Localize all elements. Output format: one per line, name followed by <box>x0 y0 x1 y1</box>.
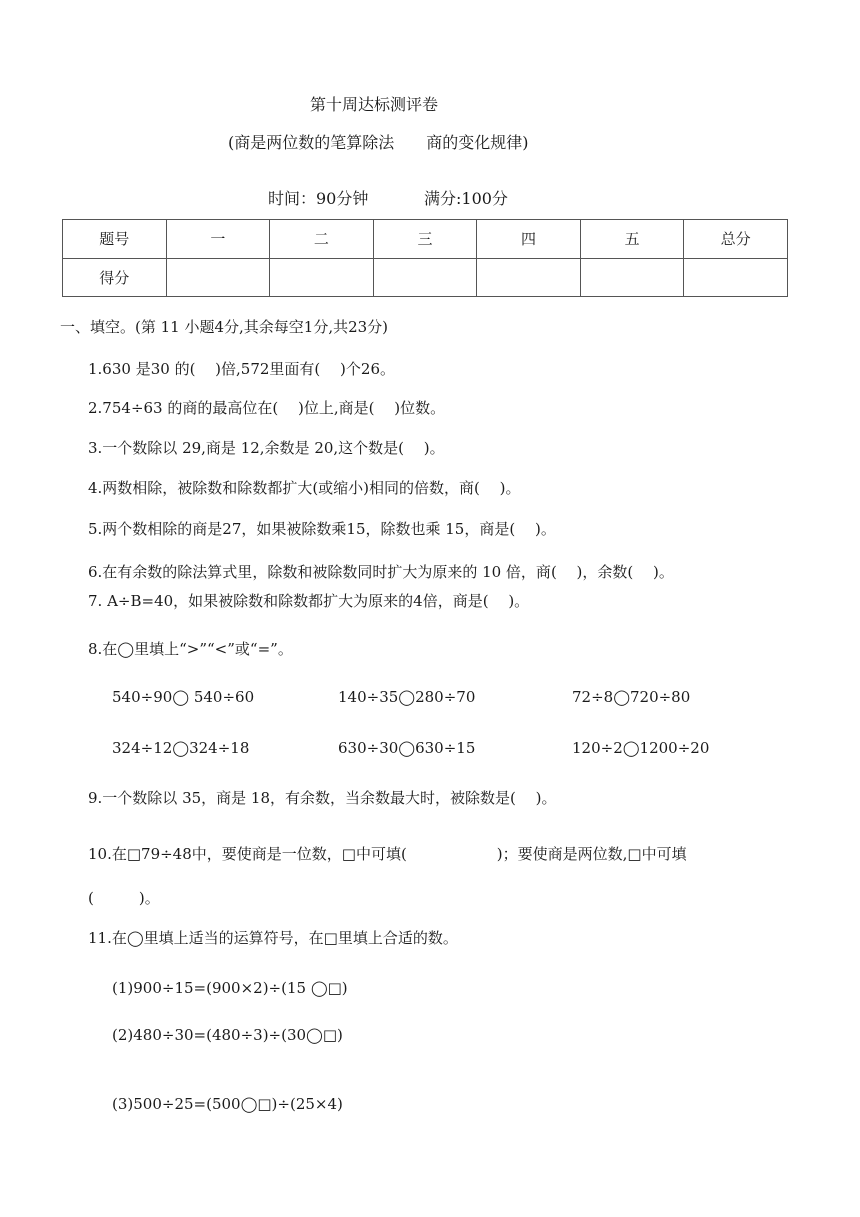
fill-item: (2)480÷30=(480÷3)÷(30◯□) <box>112 1026 343 1044</box>
fill-item: (1)900÷15=(900×2)÷(15 ◯□) <box>112 979 348 997</box>
compare-item: 540÷90◯ 540÷60 <box>112 688 255 706</box>
fill-item: (3)500÷25=(500◯□)÷(25×4) <box>112 1095 343 1113</box>
compare-item: 140÷35◯280÷70 <box>338 688 476 706</box>
question-1: 1.630 是30 的( )倍,572里面有( )个26。 <box>88 360 395 378</box>
score-table-cell: 一 <box>166 220 270 259</box>
score-table-score-row <box>63 258 788 297</box>
score-input-cell[interactable] <box>684 258 788 297</box>
score-table-header-row <box>63 220 788 259</box>
score-table-cell: 得分 <box>63 258 167 297</box>
compare-item: 324÷12◯324÷18 <box>112 739 250 757</box>
question-4: 4.两数相除，被除数和除数都扩大(或缩小)相同的倍数，商( )。 <box>88 479 521 497</box>
question-11: 11.在◯里填上适当的运算符号，在□里填上合适的数。 <box>88 929 458 947</box>
question-8: 8.在◯里填上“>”“<”或“=”。 <box>88 640 293 658</box>
exam-title: 第十周达标测评卷 <box>310 95 439 114</box>
question-7: 7. A÷B=40，如果被除数和除数都扩大为原来的4倍，商是( )。 <box>88 592 530 610</box>
question-2: 2.754÷63 的商的最高位在( )位上,商是( )位数。 <box>88 399 446 417</box>
score-table-cell: 三 <box>373 220 477 259</box>
question-6: 6.在有余数的除法算式里，除数和被除数同时扩大为原来的 10 倍，商( )，余数( )。 <box>88 563 674 581</box>
exam-subtitle: (商是两位数的笔算除法 商的变化规律) <box>228 133 529 152</box>
compare-item: 72÷8◯720÷80 <box>572 688 691 706</box>
compare-item: 120÷2◯1200÷20 <box>572 739 710 757</box>
score-table-cell: 四 <box>477 220 581 259</box>
score-input-cell[interactable] <box>477 258 581 297</box>
score-table <box>62 219 788 297</box>
score-table-cell: 二 <box>270 220 374 259</box>
section-heading: 一、填空。(第 11 小题4分,其余每空1分,共23分) <box>60 318 389 336</box>
question-10: 10.在□79÷48中，要使商是一位数，□中可填( )；要使商是两位数,□中可填 <box>88 845 687 863</box>
question-10-continued: ( )。 <box>88 889 160 907</box>
score-table-cell: 题号 <box>63 220 167 259</box>
score-input-cell[interactable] <box>166 258 270 297</box>
score-table-cell: 总分 <box>684 220 788 259</box>
score-table-cell: 五 <box>580 220 684 259</box>
compare-item: 630÷30◯630÷15 <box>338 739 476 757</box>
score-input-cell[interactable] <box>580 258 684 297</box>
score-input-cell[interactable] <box>373 258 477 297</box>
time-info: 时间：90分钟 <box>268 189 369 208</box>
full-score-info: 满分:100分 <box>424 189 508 208</box>
score-input-cell[interactable] <box>270 258 374 297</box>
question-3: 3.一个数除以 29,商是 12,余数是 20,这个数是( )。 <box>88 439 445 457</box>
question-9: 9.一个数除以 35，商是 18，有余数，当余数最大时，被除数是( )。 <box>88 789 557 807</box>
question-5: 5.两个数相除的商是27，如果被除数乘15，除数也乘 15，商是( )。 <box>88 520 556 538</box>
